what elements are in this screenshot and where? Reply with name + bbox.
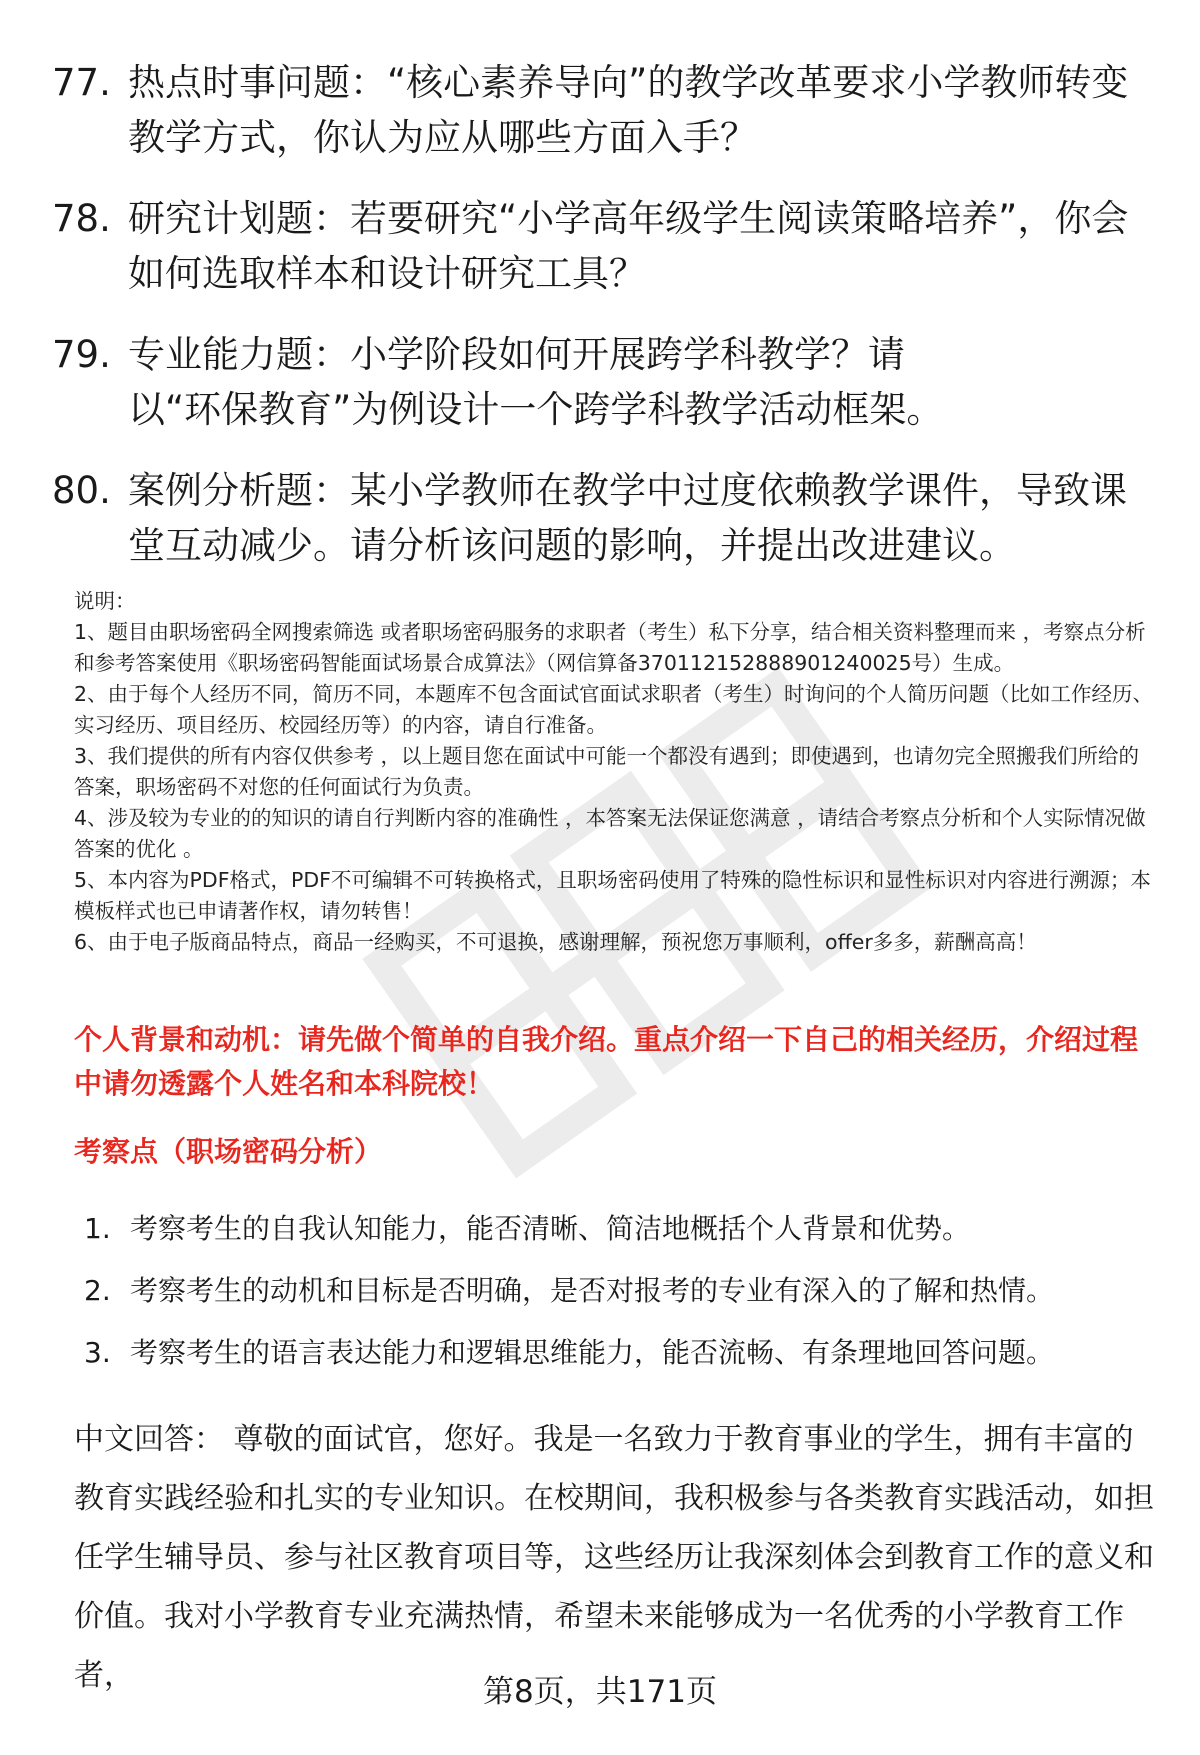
question-text: 热点时事问题：“核心素养导向”的教学改革要求小学教师转变教学方式，你认为应从哪些方面入手？ xyxy=(128,61,1129,159)
point-number: 2. xyxy=(84,1274,111,1307)
question-text: 研究计划题：若要研究“小学高年级学生阅读策略培养”，你会如何选取样本和设计研究工具？ xyxy=(128,197,1129,295)
note-item: 3、我们提供的所有内容仅供参考 ，以上题目您在面试中可能一个都没有遇到；即使遇到，也请勿完全照搬我们所给的答案，职场密码不对您的任何面试行为负责。 xyxy=(74,744,1140,799)
section-subheading: 考察点（职场密码分析） xyxy=(74,1135,383,1168)
question-item xyxy=(52,55,1152,165)
question-number: 79. xyxy=(52,333,111,376)
page-number: 第8页，共171页 xyxy=(483,1674,717,1710)
question-text: 案例分析题：某小学教师在教学中过度依赖教学课件，导致课堂互动减少。请分析该问题的影响，并提出改进建议。 xyxy=(128,469,1127,567)
note-item: 5、本内容为PDF格式，PDF不可编辑不可转换格式，且职场密码使用了特殊的隐性标识和显性标识对内容进行溯源；本模板样式也已申请著作权，请勿转售！ xyxy=(74,868,1151,923)
question-item xyxy=(52,463,1152,573)
point-text: 考察考生的自我认知能力，能否清晰、简洁地概括个人背景和优势。 xyxy=(130,1212,971,1245)
list-item xyxy=(84,1332,1164,1374)
point-text: 考察考生的语言表达能力和逻辑思维能力，能否流畅、有条理地回答问题。 xyxy=(130,1336,1055,1369)
sample-answer: 中文回答： 尊敬的面试官，您好。我是一名致力于教育事业的学生，拥有丰富的教育实践经验和扎实的专业知识。在校期间，我积极参与各类教育实践活动，如担任学生辅导员、参与社区教育项目等，这些经历让我深刻体会到教育工作的意义和价值。我对小学教育专业充满热情，希望未来能够成为一名优秀的小学教育工作者， xyxy=(74,1422,1154,1693)
section-heading: 个人背景和动机：请先做个简单的自我介绍。重点介绍一下自己的相关经历，介绍过程中请勿透露个人姓名和本科院校！ xyxy=(74,1023,1139,1100)
point-number: 3. xyxy=(84,1336,111,1369)
notes-title: 说明： xyxy=(74,589,136,613)
note-item: 1、题目由职场密码全网搜索筛选 或者职场密码服务的求职者（考生）私下分享，结合相关资料整理而来 ，考察点分析和参考答案使用《职场密码智能面试场景合成算法》（网信算备370112152888901240025号）生成。 xyxy=(74,620,1146,675)
question-number: 80. xyxy=(52,469,111,512)
question-text: 专业能力题：小学阶段如何开展跨学科教学？请以“环保教育”为例设计一个跨学科教学活动框架。 xyxy=(128,333,944,431)
assessment-points xyxy=(84,1208,1164,1394)
note-item: 4、涉及较为专业的的知识的请自行判断内容的准确性 ，本答案无法保证您满意 ，请结合考察点分析和个人实际情况做答案的优化 。 xyxy=(74,806,1146,861)
list-item xyxy=(84,1270,1164,1312)
note-item: 2、由于每个人经历不同，简历不同，本题库不包含面试官面试求职者（考生）时询问的个人简历问题（比如工作经历、实习经历、项目经历、校园经历等）的内容，请自行准备。 xyxy=(74,682,1154,737)
question-list xyxy=(52,55,1152,599)
disclaimer-notes xyxy=(74,586,1159,958)
point-number: 1. xyxy=(84,1212,111,1245)
question-item xyxy=(52,327,1152,437)
list-item xyxy=(84,1208,1164,1250)
point-text: 考察考生的动机和目标是否明确，是否对报考的专业有深入的了解和热情。 xyxy=(130,1274,1055,1307)
note-item: 6、由于电子版商品特点，商品一经购买，不可退换，感谢理解，预祝您万事顺利，offer多多，薪酬高高！ xyxy=(74,930,1037,954)
question-number: 78. xyxy=(52,197,111,240)
question-number: 77. xyxy=(52,61,111,104)
question-item xyxy=(52,191,1152,301)
